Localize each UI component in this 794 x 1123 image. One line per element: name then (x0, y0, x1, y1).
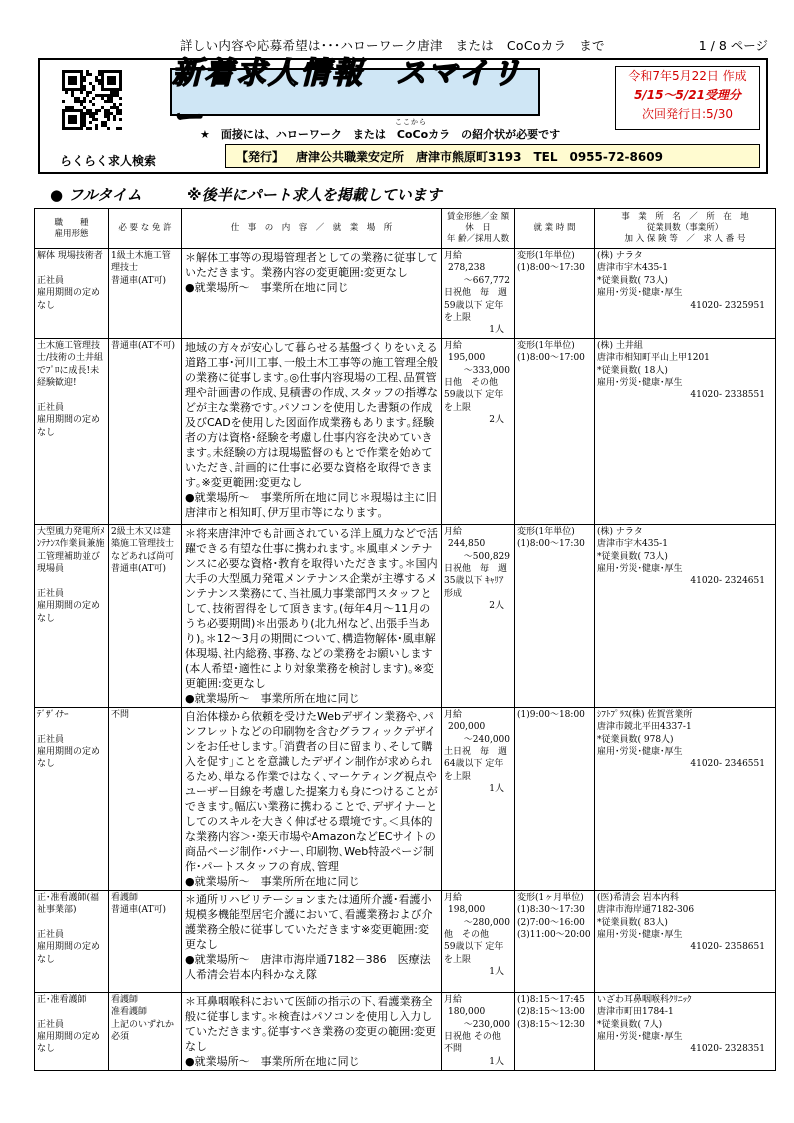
wage-max: ～280,000 (463, 917, 510, 928)
col-header-license: 必 要 な 免 許 (109, 209, 182, 249)
wage-min: 195,000 (448, 353, 486, 364)
hire-count: 1人 (489, 325, 504, 336)
table-row[interactable] (35, 890, 776, 992)
job-number: 41020- 2325951 (690, 300, 765, 311)
job-hours: 変形(1ヶ月単位) (1)8:30～17:30 (2)7:00～16:00 (3)11:00～20:00 (515, 890, 595, 992)
job-wage (442, 707, 515, 890)
job-license: 看護師 普通車(AT可) (109, 890, 182, 992)
job-hours: 変形(1年単位) (1)8:00～17:00 (515, 338, 595, 524)
job-hours: 変形(1年単位) (1)8:00～17:30 (515, 249, 595, 339)
contact-text: 詳しい内容や応募希望は･･･ハローワーク唐津 または CoCoカラ まで (180, 38, 605, 53)
wage-type: 月給 (444, 340, 463, 351)
col-header-desc: 仕 事 の 内 容 ／ 就 業 場 所 (182, 209, 442, 249)
job-description: 自治体様から依頼を受けたWebデザイン業務や､パンフレットなどの印刷物を含むグラフィックデザインをお任せします｡｢消費者の目に留まり､そして購入を促す｣ことを意識したデザイン制作が求められるため､単なる作業ではなく､マーケティング視点やユーザー目線を考慮した提案力も身につけることができます｡幅広い業務に携わることで､デザイナーとしてのスキルを大きく伸ばせる環境です｡＜具体的な業務内容＞･楽天市場やAmazonなどECサイトの商品ページ制作･バナー､印刷物､Web特設ページ制作･パートスタッフの育成､管理 ●就業場所～ 事業所所在地に同じ (182, 707, 442, 890)
holiday-age: 日祝他 毎 週 35歳以下 ｷｬﾘｱ 形成 (444, 564, 508, 599)
wage-type: 月給 (444, 251, 463, 261)
wage-max: ～240,000 (463, 734, 510, 745)
job-description: ＊通所リハビリテーションまたは通所介護･看護小規模多機能型居宅介護において､看護業務および介護業務全般に従事していただきます※変更範囲:変更なし ●就業場所～ 唐津市海岸通7182－386 医療法人希清会岩本内科かなえ隊 (182, 890, 442, 992)
job-title: 土木施工管理技士/技術の土井組でﾌﾟﾛに成長!未経験歓迎! 正社員 雇用期間の定めなし (35, 338, 109, 524)
job-number: 41020- 2358651 (690, 942, 765, 953)
table-row[interactable] (35, 338, 776, 524)
office-info: (株) ナラタ 唐津市宇木435-1 *従業員数( 73人) 雇用･労災･健康･厚生 (597, 526, 683, 575)
table-row[interactable] (35, 992, 776, 1070)
job-number: 41020- 2328351 (690, 1044, 765, 1055)
page-indicator: 1 / 8 ページ (698, 38, 768, 53)
holiday-age: 日祝他 毎 週 59歳以下 定年 を上限 (444, 288, 508, 324)
job-license: 1級土木施工管理技士 普通車(AT可) (109, 249, 182, 339)
section-title-sub: ※後半にパート求人を掲載しています (187, 186, 442, 204)
qr-code-icon[interactable] (62, 70, 122, 130)
wage-type: 月給 (444, 892, 463, 903)
wage-min: 244,850 (448, 539, 486, 550)
job-description: ＊解体工事等の現場管理者としての業務に従事していただきます。業務内容の変更範囲:変更なし ●就業場所～ 事業所在地に同じ (182, 249, 442, 339)
issuer-name: 唐津公共職業安定所 (296, 149, 405, 164)
table-row[interactable] (35, 707, 776, 890)
job-number: 41020- 2324651 (690, 576, 765, 587)
office-info: (医)希清会 岩本内科 唐津市海岸通7182-306 *従業員数( 83人) 雇用･労災･健康･厚生 (597, 892, 695, 941)
hire-count: 1人 (489, 784, 504, 795)
date-created: 令和7年5月22日 作成 (628, 69, 747, 83)
job-title: 大型風力発電所ﾒﾝﾃﾅﾝｽ作業員兼施工管理補助並び現場員 正社員 雇用期間の定めなし (35, 524, 109, 707)
hire-count: 1人 (489, 1056, 504, 1067)
issuer-bar (225, 144, 760, 168)
issuer-tel: TEL 0955-72-8609 (533, 149, 663, 164)
job-office (595, 249, 776, 339)
wage-type: 月給 (444, 526, 463, 537)
job-number: 41020- 2346551 (690, 759, 765, 770)
office-info: いざわ耳鼻咽喉科ｸﾘﾆｯｸ 唐津市町田1784-1 *従業員数( 7人) 雇用･労災･健康･厚生 (597, 994, 692, 1043)
col-header-wage: 賃金形態／金 額 休 日 年 齢／採用人数 (442, 209, 515, 249)
date-box (615, 66, 760, 130)
banner-title-text: 新着求人情報 スマイリー (172, 56, 523, 135)
wage-max: ～667,772 (463, 275, 510, 286)
job-hours: 変形(1年単位) (1)8:00～17:30 (515, 524, 595, 707)
job-number: 41020- 2338551 (690, 390, 765, 401)
holiday-age: 日他 その他 59歳以下 定年 を上限 (444, 378, 504, 413)
job-title: ﾃﾞｻﾞｲﾅｰ 正社員 雇用期間の定めなし (35, 707, 109, 890)
furigana: ここから (395, 118, 427, 126)
holiday-age: 土日祝 毎 週 64歳以下 定年 を上限 (444, 747, 508, 782)
job-hours: (1)8:15～17:45 (2)8:15～13:00 (3)8:15～12:30 (515, 992, 595, 1070)
office-info: (株) ナラタ 唐津市宇木435-1 *従業員数( 73人) 雇用･労災･健康･厚生 (597, 251, 683, 299)
job-office (595, 338, 776, 524)
job-license: 不問 (109, 707, 182, 890)
hire-count: 1人 (489, 967, 504, 978)
job-wage (442, 890, 515, 992)
hire-count: 2人 (489, 415, 504, 426)
job-office (595, 707, 776, 890)
raku-search-label: らくらく求人検索 (60, 154, 157, 168)
header-box (38, 58, 768, 174)
table-header-row (35, 209, 776, 249)
job-description: ＊耳鼻咽喉科において医師の指示の下､看護業務全般に従事します｡＊検査はパソコンを使用し入力していただきます｡従事すべき業務の変更の範囲:変更なし ●就業場所～ 事業所所在地に同じ (182, 992, 442, 1070)
wage-min: 198,000 (448, 905, 486, 916)
wage-type: 月給 (444, 709, 463, 720)
job-office (595, 890, 776, 992)
col-header-office: 事 業 所 名 ／ 所 在 地 従業員数（事業所） 加 入 保 険 等 ／ 求 人 番 号 (595, 209, 776, 249)
wage-min: 180,000 (448, 1007, 486, 1018)
wage-type: 月給 (444, 994, 463, 1005)
section-title (50, 184, 442, 205)
interview-note: ★ 面接には、ハローワーク または CoCoカラ の紹介状が必要です (200, 128, 561, 141)
job-hours: (1)9:00～18:00 (515, 707, 595, 890)
job-wage (442, 249, 515, 339)
holiday-age: 他 その他 59歳以下 定年 を上限 (444, 930, 504, 965)
hire-count: 2人 (489, 601, 504, 612)
holiday-age: 日祝他 その他 不問 (444, 1032, 501, 1055)
issuer-address: 唐津市熊原町3193 (416, 149, 522, 164)
col-header-job: 職 種 雇用形態 (35, 209, 109, 249)
wage-max: ～333,000 (463, 365, 510, 376)
next-issue: 次回発行日:5/30 (642, 107, 733, 121)
job-description: 地域の方々が安心して暮らせる基盤づくりをいえる道路工事･河川工事､一般土木工事等の施工管理全般の業務に従事します｡◎仕事内容現場の工程､品質管理や計画書の作成､見積書の作成､スタッフの指導などが主な業務です｡パソコンを使用した書類の作成及びCADを使用した図面作成業務もあります｡経験者の方は資格･経験を考慮し仕事内容を決めていきます｡未経験の方は現場監督のもとで作業を始めていただき､計画的に仕事に必要な資格を取得できます｡※変更範囲:変更なし ●就業場所～ 事業所所在地に同じ＊現場は主に旧唐津市と相知町､伊万里市等になります｡ (182, 338, 442, 524)
job-wage (442, 992, 515, 1070)
wage-min: 200,000 (448, 722, 486, 733)
job-office (595, 524, 776, 707)
jobs-table (34, 208, 776, 1071)
job-license: 普通車(AT不可) (109, 338, 182, 524)
section-title-main: ● フルタイム (50, 186, 142, 204)
job-title: 正･准看護師 正社員 雇用期間の定めなし (35, 992, 109, 1070)
job-office (595, 992, 776, 1070)
wage-min: 278,238 (448, 263, 486, 274)
job-title: 正･准看護師(福祉事業部) 正社員 雇用期間の定めなし (35, 890, 109, 992)
office-info: (株) 土井組 唐津市相知町平山上甲1201 *従業員数( 18人) 雇用･労災･健康･厚生 (597, 340, 710, 389)
job-license: 2級土木又は建築施工管理技士などあれば尚可 普通車(AT可) (109, 524, 182, 707)
job-description: ＊将来唐津沖でも計画されている洋上風力などで活躍できる有望な仕事に携われます｡＊風車メンテナンスに必要な資格･教育を取得いただきます｡＊国内大手の大型風力発電メンテナンス企業が主導するメンテナンス業務にて､当社風力事業部門スタッフとして､技術習得をして頂きます｡(毎年4月～11月のうち必要期間)＊出張あり(北九州など､出張手当あり)｡＊12～3月の期間について､構造物解体･風車解体現場､社内総務､事務､などの業務をお願いします(本人希望･適性により対象業務を検討します)｡※変更範囲:変更なし ●就業場所～ 事業所所在地に同じ (182, 524, 442, 707)
wage-max: ～500,829 (463, 551, 510, 562)
table-row[interactable] (35, 524, 776, 707)
wage-max: ～230,000 (463, 1019, 510, 1030)
job-wage (442, 338, 515, 524)
office-info: ｼﾌﾄﾌﾟﾗｽ(株) 佐賀営業所 唐津市鏡北平田4337-1 *従業員数( 978人) 雇用･労災･健康･厚生 (597, 709, 693, 758)
job-title: 解体 現場技術者 正社員 雇用期間の定めなし (35, 249, 109, 339)
col-header-hours: 就 業 時 間 (515, 209, 595, 249)
job-license: 看護師 准看護師 上記のいずれか必須 (109, 992, 182, 1070)
accept-period: 5/15～5/21受理分 (634, 88, 741, 102)
issuer-label: 【発行】 (236, 149, 285, 164)
table-row[interactable] (35, 249, 776, 339)
job-wage (442, 524, 515, 707)
